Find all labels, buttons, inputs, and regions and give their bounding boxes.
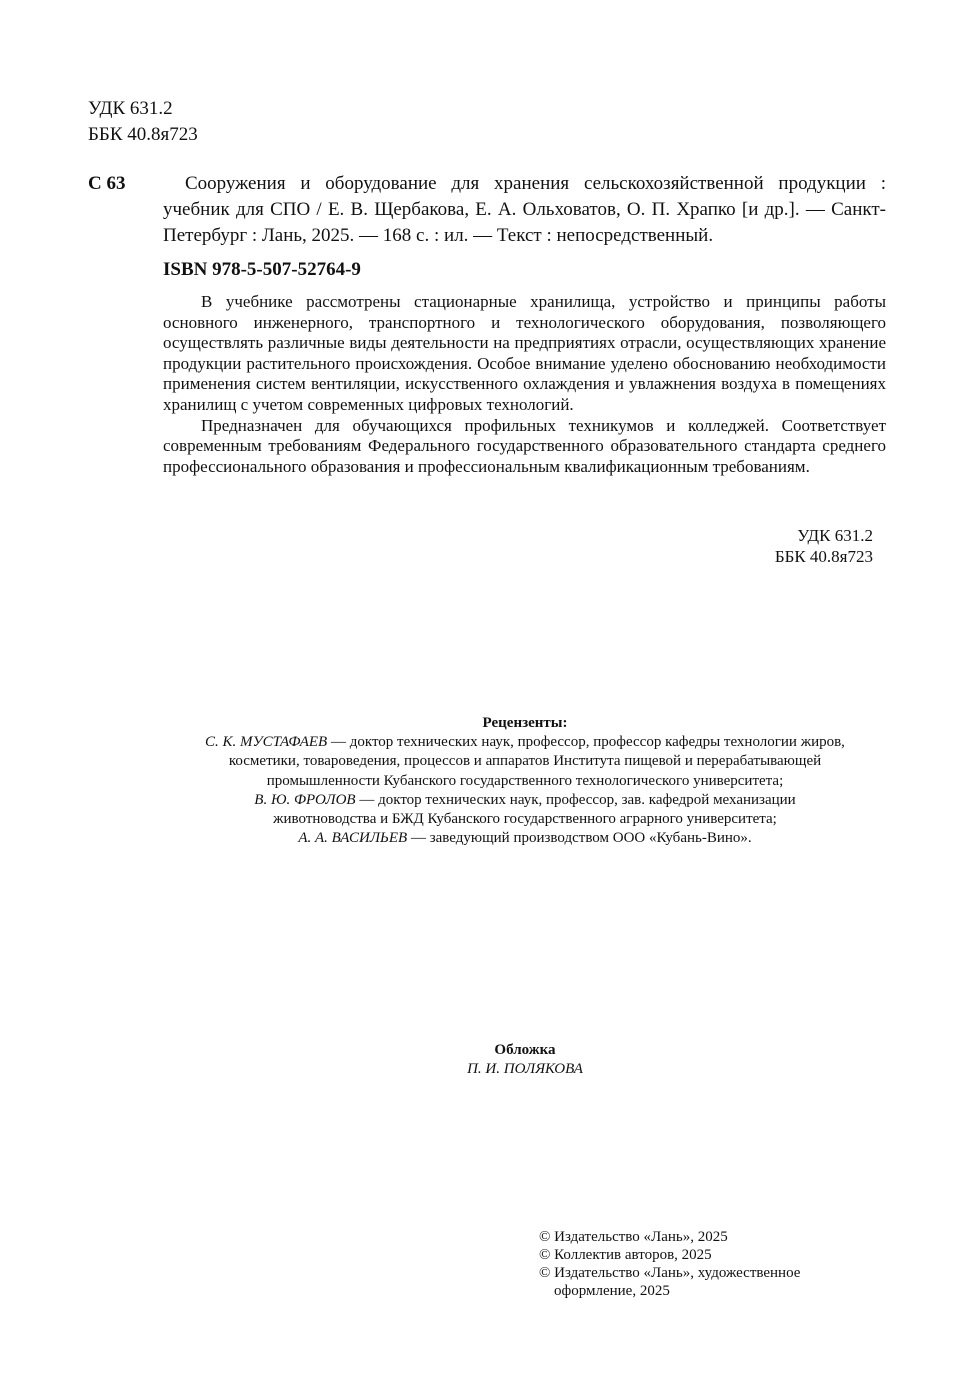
reviewers-block [140,714,910,848]
udk-code-bottom: УДК 631.2 [797,526,873,545]
reviewer-2-name: В. Ю. ФРОЛОВ [254,791,356,808]
reviewer-1 [140,733,910,791]
classification-codes-top [88,96,198,148]
reviewer-1-name: С. К. МУСТАФАЕВ [205,734,328,751]
reviewer-2 [140,791,910,829]
abstract [163,292,886,477]
abstract-paragraph-2: Предназначен для обучающихся профильных техникумов и колледжей. Соответствует современным требованиям Федерального государственного образовательного стандарта среднего профессионального образования и профессиональным квалификационным требованиям. [163,415,886,476]
reviewer-2-text-1: — доктор технических наук, профессор, зав. кафедрой механизации [355,791,796,808]
reviewer-2-text-2: животноводства и БЖД Кубанского государственного аграрного университета; [273,811,777,828]
copyright-line-1: © Издательство «Лань», 2025 [539,1229,728,1245]
copyright-line-3: © Издательство «Лань», художественное оформление, 2025 [539,1265,801,1299]
reviewer-3-name: А. А. ВАСИЛЬЕВ [298,830,408,847]
reviewer-1-text-2: косметики, товароведения, процессов и аппаратов Института пищевой и перерабатывающей [228,753,822,770]
reviewer-3-text-1: — заведующий производством ООО «Кубань-Вино». [407,830,752,847]
copyright-block [539,1228,859,1300]
cover-heading: Обложка [494,1042,556,1058]
udk-code: УДК 631.2 [88,98,173,119]
bbk-code-bottom: ББК 40.8я723 [774,547,873,566]
reviewers-heading: Рецензенты: [482,715,568,731]
abstract-paragraph-1: В учебнике рассмотрены стационарные хранилища, устройство и принципы работы основного инженерного, транспортного и технологического оборудования, позволяющего осуществлять различные виды деятельности на предприятиях отрасли, осуществляющих хранение продукции растительного происхождения. Особое внимание уделено обоснованию необходимости применения систем вентиляции, искусственного охлаждения и увлажнения воздуха в помещениях хранилищ с учетом современных цифровых технологий. [163,292,886,414]
copyright-line-2: © Коллектив авторов, 2025 [539,1247,712,1263]
reviewer-1-text-3: промышленности Кубанского государственного технологического университета; [266,772,784,789]
bibliographic-description: Сооружения и оборудование для хранения сельскохозяйственной продукции : учебник для СПО / Е. В. Щербакова, Е. А. Ольховатов, О. П. Храпко [и др.]. — Санкт-Петербург : Лань, 2025. — 168 с. : ил. — Текст : непосредственный. [163,173,886,246]
isbn: ISBN 978-5-507-52764-9 [163,259,361,280]
cover-designer: П. И. ПОЛЯКОВА [467,1061,583,1077]
author-cipher: С 63 [88,173,126,194]
cover-credit [400,1041,650,1079]
classification-codes-bottom [700,525,873,567]
reviewer-3 [140,829,910,848]
reviewer-1-text-1: — доктор технических наук, профессор, профессор кафедры технологии жиров, [327,734,845,751]
bbk-code: ББК 40.8я723 [88,124,198,145]
